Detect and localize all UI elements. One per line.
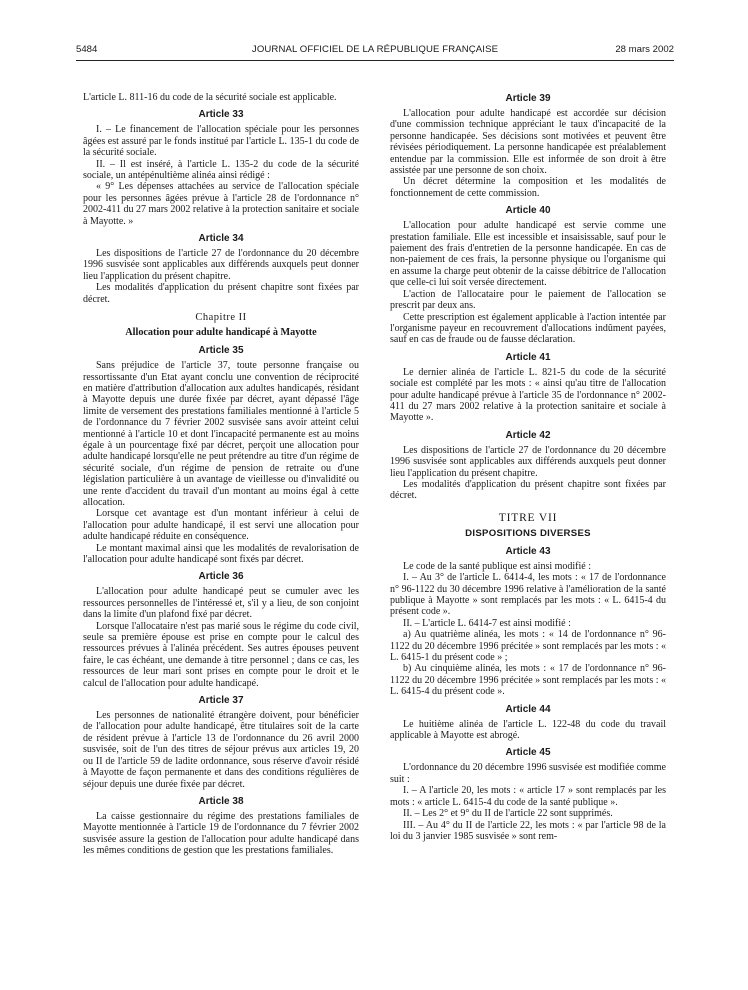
chapter-title: Allocation pour adulte handicapé à Mayotte bbox=[125, 327, 317, 339]
paragraph: Le dernier alinéa de l'article L. 821-5 du code de la sécurité sociale est complété par les mots : « ainsi qu'au titre de l'allocation pour adulte handicapé prévue à l'article 35 de l'ordonnance n° 2002-411 du 27 mars 2002 relative à la protection sanitaire et sociale à Mayotte ». bbox=[390, 366, 666, 424]
paragraph: L'article L. 811-16 du code de la sécurité sociale est applicable. bbox=[83, 92, 337, 103]
left-column bbox=[83, 92, 359, 857]
paragraph: Les dispositions de l'article 27 de l'ordonnance du 20 décembre 1996 susvisée sont applicables aux différends auxquels peut donner lieu l'application du présent chapitre. bbox=[83, 248, 359, 282]
article-heading: Article 42 bbox=[505, 429, 551, 441]
page-header bbox=[76, 44, 674, 58]
page-number: 5484 bbox=[76, 44, 98, 55]
paragraph: II. – Il est inséré, à l'article L. 135-2 du code de la sécurité sociale, un antépénultième alinéa ainsi rédigé : bbox=[83, 158, 359, 182]
right-column bbox=[390, 92, 666, 842]
paragraph: I. – Le financement de l'allocation spéciale pour les personnes âgées est assuré par le fonds institué par l'article L. 135-1 du code de la sécurité sociale. bbox=[83, 124, 359, 159]
titre-heading: TITRE VII bbox=[498, 511, 558, 524]
paragraph: b) Au cinquième alinéa, les mots : « 17 de l'ordonnance n° 96-1122 du 20 décembre 1996 précitée » sont remplacés par les mots : « L. 6415-4 du présent code ». bbox=[390, 663, 666, 698]
paragraph: Les dispositions de l'article 27 de l'ordonnance du 20 décembre 1996 susvisée sont applicables aux différends auxquels peut donner lieu l'application du présent chapitre. bbox=[390, 444, 666, 479]
paragraph: I. – A l'article 20, les mots : « article 17 » sont remplacés par les mots : « article L. 6415-4 du code de la santé publique ». bbox=[390, 785, 666, 808]
titre-title: DISPOSITIONS DIVERSES bbox=[465, 527, 591, 539]
paragraph: a) Au quatrième alinéa, les mots : « 14 de l'ordonnance n° 96-1122 du 20 décembre 1996 précitée » sont remplacés par les mots : « L. 6415-1 du présent code » ; bbox=[390, 629, 666, 664]
paragraph: L'ordonnance du 20 décembre 1996 susvisée est modifiée comme suit : bbox=[390, 762, 666, 785]
paragraph: « 9° Les dépenses attachées au service de l'allocation spéciale pour les personnes âgées prévue à l'article 28 de l'ordonnance n° 2002-411 du 27 mars 2002 relative à la protection sanitaire et sociale à Mayotte. » bbox=[83, 181, 359, 227]
paragraph: Le code de la santé publique est ainsi modifié : bbox=[403, 560, 591, 572]
journal-title: JOURNAL OFFICIEL DE LA RÉPUBLIQUE FRANÇAISE bbox=[251, 44, 499, 55]
header-rule bbox=[76, 60, 674, 61]
paragraph: III. – Au 4° du II de l'article 22, les mots : « par l'article 98 de la loi du 3 janvier 1985 susvisée » sont rem- bbox=[390, 819, 666, 842]
paragraph: Un décret détermine la composition et les modalités de fonctionnement de cette commission. bbox=[390, 176, 666, 199]
article-heading: Article 43 bbox=[505, 545, 551, 557]
article-heading: Article 37 bbox=[198, 695, 244, 707]
paragraph: Les modalités d'application du présent chapitre sont fixées par décret. bbox=[390, 478, 666, 502]
paragraph: Lorsque cet avantage est d'un montant inférieur à celui de l'allocation pour adulte handicapé, il est servi une allocation pour adulte handicapé réduite en conséquence. bbox=[83, 508, 359, 543]
paragraph: Cette prescription est également applicable à l'action intentée par l'organisme payeur en recouvrement d'allocations indûment payées, sauf en cas de fraude ou de fausse déclaration. bbox=[390, 311, 666, 346]
paragraph: Sans préjudice de l'article 37, toute personne française ou ressortissante d'un Etat ayant conclu une convention de réciprocité en matière d'attribution d'allocation aux adultes handicapés, résidant à Mayotte depuis une durée fixée par décret, ayant dépassé l'âge limite de versement des prestations familiales mentionné à l'article 5 de l'ordonnance du 7 février 2002 susvisée sans avoir atteint celui mentionné à l'article 10 et dont l'incapacité permanente est au moins égale à un pourcentage fixé par décret, perçoit une allocation pour adulte handicapé lorsqu'elle ne peut prétendre au titre d'un régime de sécurité sociale, d'un régime de pension de retraite ou d'une législation particulière à un avantage de vieillesse ou d'invalidité ou une rente d'accident du travail d'un montant au moins égal à cette allocation. bbox=[83, 360, 359, 508]
article-heading: Article 44 bbox=[505, 703, 551, 715]
article-heading: Article 41 bbox=[505, 351, 551, 363]
paragraph: Le montant maximal ainsi que les modalités de revalorisation de l'allocation pour adulte handicapé sont fixés par décret. bbox=[83, 542, 359, 565]
paragraph: Les modalités d'application du présent chapitre sont fixées par décret. bbox=[83, 282, 359, 305]
article-heading: Article 38 bbox=[198, 795, 244, 807]
article-heading: Article 40 bbox=[505, 205, 551, 217]
paragraph: Les personnes de nationalité étrangère doivent, pour bénéficier de l'allocation pour adulte handicapé, être titulaires soit de la carte de résident prévue à l'article 13 de l'ordonnance du 26 avril 2000 susvisée, soit de l'un des titres de séjour prévus aux articles 19, 20 ou II de l'article 59 de ladite ordonnance, sous réserve d'avoir résidé à Mayotte de façon permanente et dans des conditions régulières de séjour depuis une durée fixée par décret. bbox=[83, 710, 359, 790]
paragraph: II. – Les 2° et 9° du II de l'article 22 sont supprimés. bbox=[403, 808, 613, 820]
article-heading: Article 34 bbox=[198, 233, 244, 245]
chapter-heading: Chapitre II bbox=[195, 312, 247, 324]
article-heading: Article 35 bbox=[198, 345, 244, 357]
article-heading: Article 45 bbox=[505, 747, 551, 759]
publication-date: 28 mars 2002 bbox=[615, 44, 674, 55]
paragraph: L'action de l'allocataire pour le paiement de l'allocation se prescrit par deux ans. bbox=[390, 288, 666, 312]
article-heading: Article 36 bbox=[198, 571, 244, 583]
paragraph: L'allocation pour adulte handicapé est servie comme une prestation familiale. Elle est incessible et insaisissable, sauf pour le paiement des frais d'entretien de la personne handicapée. En cas de non-paiement de ces frais, la personne physique ou l'organisme qui en assume la charge peut obtenir de la caisse débitrice de l'allocation que celle-ci lui soit versée directement. bbox=[390, 220, 666, 289]
article-heading: Article 33 bbox=[198, 109, 244, 121]
paragraph: Lorsque l'allocataire n'est pas marié sous le régime du code civil, seule sa première épouse est prise en compte pour le calcul des ressources prévues à l'alinéa précédent. Ses autres épouses peuvent faire, le cas échéant, une demande à titre personnel ; dans ce cas, les ressources de leur mari sont prises en compte pour le droit et le calcul de l'allocation pour adulte handicapé. bbox=[83, 620, 359, 689]
paragraph: La caisse gestionnaire du régime des prestations familiales de Mayotte mentionnée à l'article 19 de l'ordonnance du 7 février 2002 susvisée assure la gestion de l'allocation pour adulte handicapé dans les mêmes conditions de gestion que les prestations familiales. bbox=[83, 810, 359, 857]
paragraph: II. – L'article L. 6414-7 est ainsi modifié : bbox=[403, 617, 571, 629]
paragraph: Le huitième alinéa de l'article L. 122-48 du code du travail applicable à Mayotte est abrogé. bbox=[390, 718, 666, 742]
paragraph: I. – Au 3° de l'article L. 6414-4, les mots : « 17 de l'ordonnance n° 96-1122 du 30 décembre 1996 relative à l'amélioration de la santé publique à Mayotte » sont remplacés par les mots : « L. 6415-4 du présent code ». bbox=[390, 572, 666, 618]
article-heading: Article 39 bbox=[505, 93, 551, 104]
paragraph: L'allocation pour adulte handicapé peut se cumuler avec les ressources personnelles de l'intéressé et, s'il y a lieu, de son conjoint dans la limite d'un plafond fixé par décret. bbox=[83, 586, 359, 621]
paragraph: L'allocation pour adulte handicapé est accordée sur décision d'une commission technique appréciant le taux d'incapacité de la personne handicapée. Ses décisions sont motivées et peuvent être révisées périodiquement. La personne handicapée est préalablement entendue par la commission. Elle est informée de son droit à être assistée par une personne de son choix. bbox=[390, 108, 666, 177]
